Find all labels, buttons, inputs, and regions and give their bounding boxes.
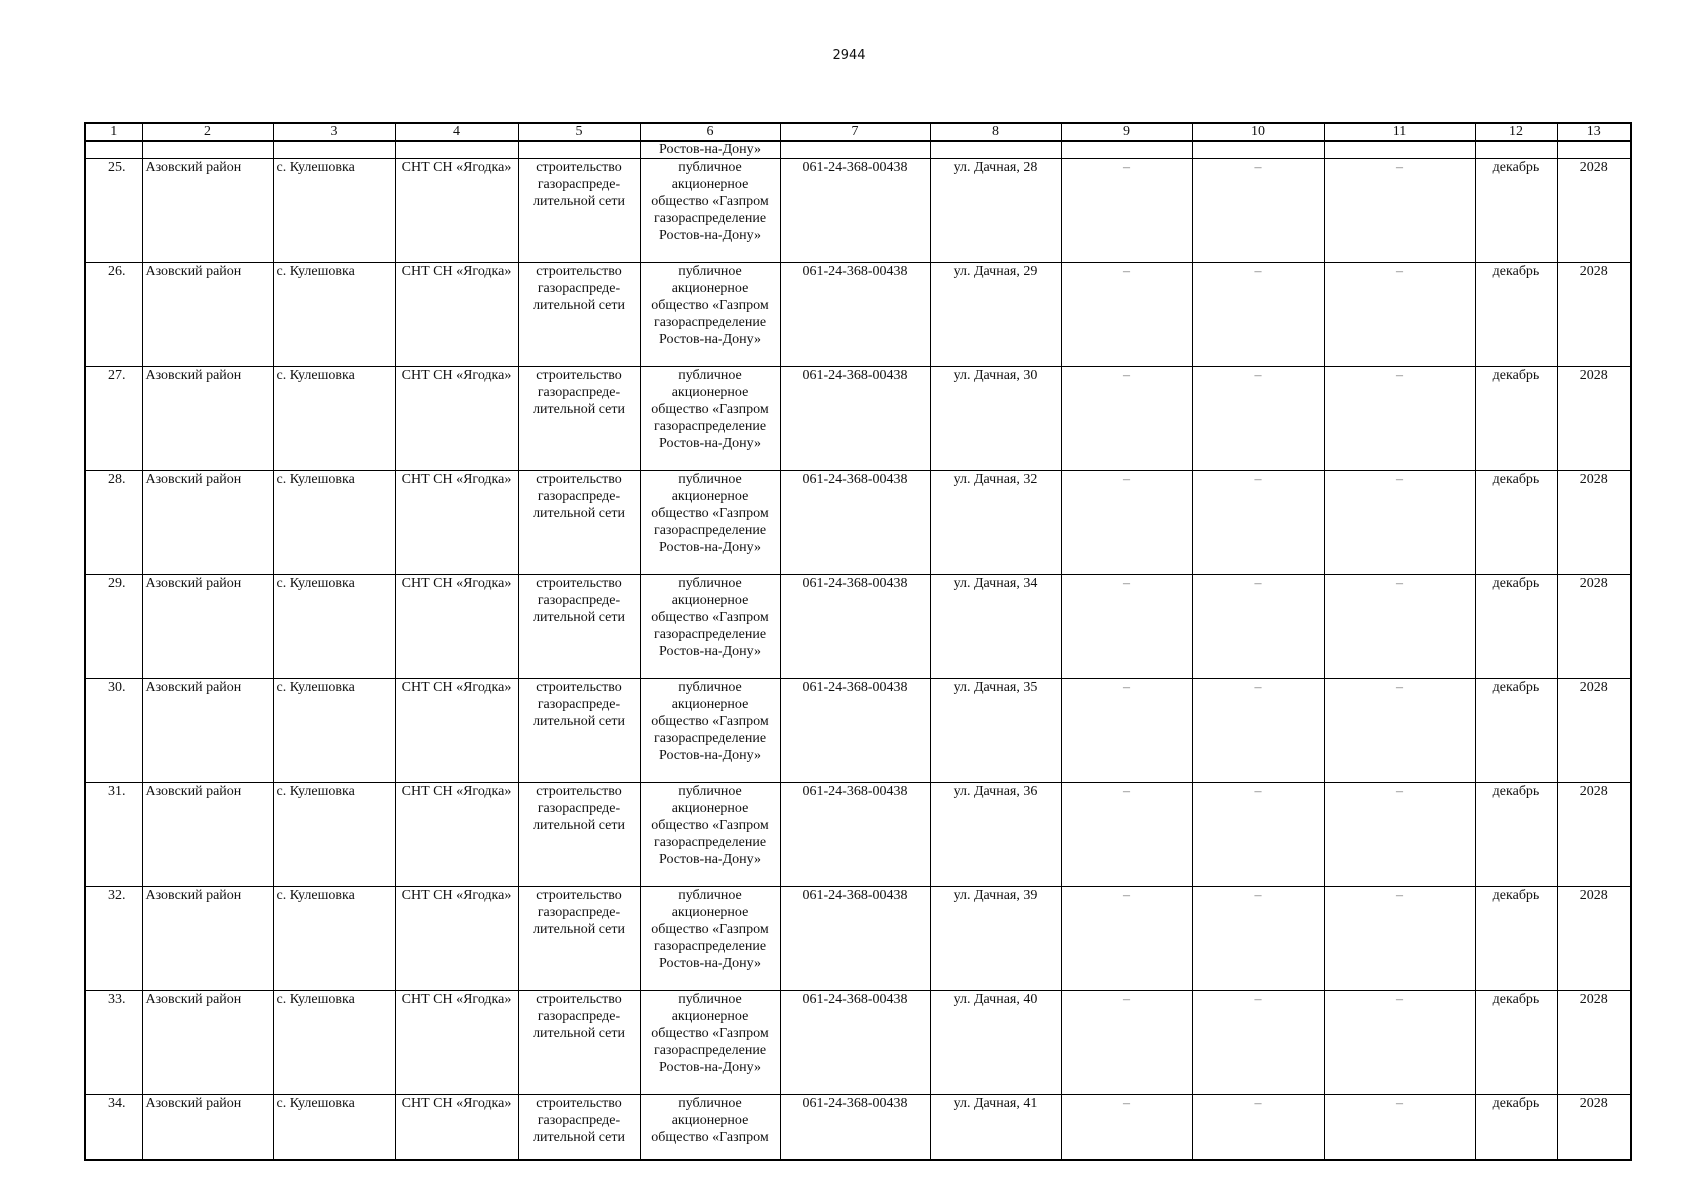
dash-cell: – [1192,575,1324,679]
register-table [84,122,1632,1161]
district-cell: Азовский район [142,991,273,1095]
page-number: 2944 [832,48,866,63]
row-number: 31. [85,783,142,887]
column-header: 11 [1324,123,1475,141]
dash-cell: – [1192,263,1324,367]
dash-cell: – [1192,159,1324,263]
work-cell: строительство газораспреде-лительной сети [518,575,640,679]
year-cell: 2028 [1557,679,1631,783]
address-cell: ул. Дачная, 41 [930,1095,1061,1161]
month-cell: декабрь [1475,367,1557,471]
dash-cell: – [1192,1095,1324,1161]
settlement-cell: с. Кулешовка [273,471,395,575]
row-number: 32. [85,887,142,991]
object-cell: СНТ СН «Ягодка» [395,367,518,471]
column-header: 4 [395,123,518,141]
column-header: 1 [85,123,142,141]
address-cell: ул. Дачная, 35 [930,679,1061,783]
month-cell: декабрь [1475,1095,1557,1161]
column-header: 12 [1475,123,1557,141]
continuation-org: Ростов-на-Дону» [640,141,780,159]
code-cell: 061-24-368-00438 [780,471,930,575]
object-cell: СНТ СН «Ягодка» [395,575,518,679]
month-cell: декабрь [1475,783,1557,887]
table-row [85,263,1631,367]
year-cell: 2028 [1557,783,1631,887]
year-cell: 2028 [1557,1095,1631,1161]
district-cell: Азовский район [142,367,273,471]
month-cell: декабрь [1475,679,1557,783]
object-cell: СНТ СН «Ягодка» [395,159,518,263]
table-row [85,575,1631,679]
table-row [85,887,1631,991]
address-cell: ул. Дачная, 34 [930,575,1061,679]
table-row [85,1095,1631,1161]
address-cell: ул. Дачная, 36 [930,783,1061,887]
dash-cell: – [1061,1095,1192,1161]
organization-cell: публичное акционерное общество «Газпром газораспределение Ростов-на-Дону» [640,575,780,679]
code-cell: 061-24-368-00438 [780,263,930,367]
work-cell: строительство газораспреде-лительной сети [518,367,640,471]
code-cell: 061-24-368-00438 [780,367,930,471]
column-header: 10 [1192,123,1324,141]
table-row [85,471,1631,575]
column-header: 7 [780,123,930,141]
organization-cell: публичное акционерное общество «Газпром газораспределение Ростов-на-Дону» [640,367,780,471]
object-cell: СНТ СН «Ягодка» [395,679,518,783]
dash-cell: – [1324,679,1475,783]
month-cell: декабрь [1475,159,1557,263]
year-cell: 2028 [1557,471,1631,575]
district-cell: Азовский район [142,471,273,575]
dash-cell: – [1324,367,1475,471]
dash-cell: – [1324,1095,1475,1161]
organization-cell: публичное акционерное общество «Газпром газораспределение Ростов-на-Дону» [640,887,780,991]
row-number: 28. [85,471,142,575]
table-row [85,679,1631,783]
dash-cell: – [1324,887,1475,991]
code-cell: 061-24-368-00438 [780,783,930,887]
code-cell: 061-24-368-00438 [780,991,930,1095]
column-header: 9 [1061,123,1192,141]
dash-cell: – [1324,991,1475,1095]
dash-cell: – [1061,367,1192,471]
row-number: 34. [85,1095,142,1161]
object-cell: СНТ СН «Ягодка» [395,263,518,367]
dash-cell: – [1324,575,1475,679]
row-number: 29. [85,575,142,679]
row-number: 27. [85,367,142,471]
table-row [85,991,1631,1095]
district-cell: Азовский район [142,1095,273,1161]
column-header: 2 [142,123,273,141]
object-cell: СНТ СН «Ягодка» [395,991,518,1095]
address-cell: ул. Дачная, 28 [930,159,1061,263]
district-cell: Азовский район [142,783,273,887]
dash-cell: – [1192,783,1324,887]
work-cell: строительство газораспреде-лительной сети [518,159,640,263]
column-header: 3 [273,123,395,141]
continuation-row [85,141,1631,159]
district-cell: Азовский район [142,263,273,367]
dash-cell: – [1324,783,1475,887]
dash-cell: – [1061,887,1192,991]
row-number: 26. [85,263,142,367]
code-cell: 061-24-368-00438 [780,1095,930,1161]
settlement-cell: с. Кулешовка [273,263,395,367]
work-cell: строительство газораспреде-лительной сети [518,1095,640,1161]
row-number: 25. [85,159,142,263]
organization-cell: публичное акционерное общество «Газпром газораспределение Ростов-на-Дону» [640,783,780,887]
settlement-cell: с. Кулешовка [273,367,395,471]
year-cell: 2028 [1557,887,1631,991]
column-header: 5 [518,123,640,141]
month-cell: декабрь [1475,991,1557,1095]
column-header: 8 [930,123,1061,141]
settlement-cell: с. Кулешовка [273,783,395,887]
object-cell: СНТ СН «Ягодка» [395,887,518,991]
code-cell: 061-24-368-00438 [780,679,930,783]
column-header: 13 [1557,123,1631,141]
dash-cell: – [1324,159,1475,263]
dash-cell: – [1061,991,1192,1095]
year-cell: 2028 [1557,159,1631,263]
organization-cell: публичное акционерное общество «Газпром газораспределение Ростов-на-Дону» [640,263,780,367]
code-cell: 061-24-368-00438 [780,887,930,991]
dash-cell: – [1324,263,1475,367]
work-cell: строительство газораспреде-лительной сети [518,263,640,367]
dash-cell: – [1192,471,1324,575]
dash-cell: – [1061,471,1192,575]
settlement-cell: с. Кулешовка [273,679,395,783]
month-cell: декабрь [1475,887,1557,991]
month-cell: декабрь [1475,575,1557,679]
year-cell: 2028 [1557,367,1631,471]
table-row [85,783,1631,887]
month-cell: декабрь [1475,471,1557,575]
organization-cell: публичное акционерное общество «Газпром [640,1095,780,1161]
year-cell: 2028 [1557,575,1631,679]
district-cell: Азовский район [142,159,273,263]
address-cell: ул. Дачная, 32 [930,471,1061,575]
district-cell: Азовский район [142,575,273,679]
settlement-cell: с. Кулешовка [273,887,395,991]
address-cell: ул. Дачная, 30 [930,367,1061,471]
address-cell: ул. Дачная, 40 [930,991,1061,1095]
dash-cell: – [1192,887,1324,991]
settlement-cell: с. Кулешовка [273,159,395,263]
column-number-row [85,123,1631,141]
address-cell: ул. Дачная, 29 [930,263,1061,367]
work-cell: строительство газораспреде-лительной сети [518,887,640,991]
organization-cell: публичное акционерное общество «Газпром газораспределение Ростов-на-Дону» [640,471,780,575]
organization-cell: публичное акционерное общество «Газпром газораспределение Ростов-на-Дону» [640,991,780,1095]
work-cell: строительство газораспреде-лительной сети [518,991,640,1095]
work-cell: строительство газораспреде-лительной сети [518,679,640,783]
dash-cell: – [1192,679,1324,783]
dash-cell: – [1061,159,1192,263]
settlement-cell: с. Кулешовка [273,575,395,679]
month-cell: декабрь [1475,263,1557,367]
organization-cell: публичное акционерное общество «Газпром газораспределение Ростов-на-Дону» [640,679,780,783]
dash-cell: – [1192,367,1324,471]
dash-cell: – [1324,471,1475,575]
address-cell: ул. Дачная, 39 [930,887,1061,991]
code-cell: 061-24-368-00438 [780,159,930,263]
row-number: 33. [85,991,142,1095]
row-number: 30. [85,679,142,783]
dash-cell: – [1061,783,1192,887]
table-row [85,367,1631,471]
year-cell: 2028 [1557,263,1631,367]
settlement-cell: с. Кулешовка [273,1095,395,1161]
object-cell: СНТ СН «Ягодка» [395,1095,518,1161]
organization-cell: публичное акционерное общество «Газпром газораспределение Ростов-на-Дону» [640,159,780,263]
dash-cell: – [1061,679,1192,783]
district-cell: Азовский район [142,887,273,991]
object-cell: СНТ СН «Ягодка» [395,471,518,575]
year-cell: 2028 [1557,991,1631,1095]
column-header: 6 [640,123,780,141]
code-cell: 061-24-368-00438 [780,575,930,679]
object-cell: СНТ СН «Ягодка» [395,783,518,887]
dash-cell: – [1192,991,1324,1095]
work-cell: строительство газораспреде-лительной сети [518,783,640,887]
dash-cell: – [1061,263,1192,367]
dash-cell: – [1061,575,1192,679]
district-cell: Азовский район [142,679,273,783]
work-cell: строительство газораспреде-лительной сети [518,471,640,575]
settlement-cell: с. Кулешовка [273,991,395,1095]
table-row [85,159,1631,263]
